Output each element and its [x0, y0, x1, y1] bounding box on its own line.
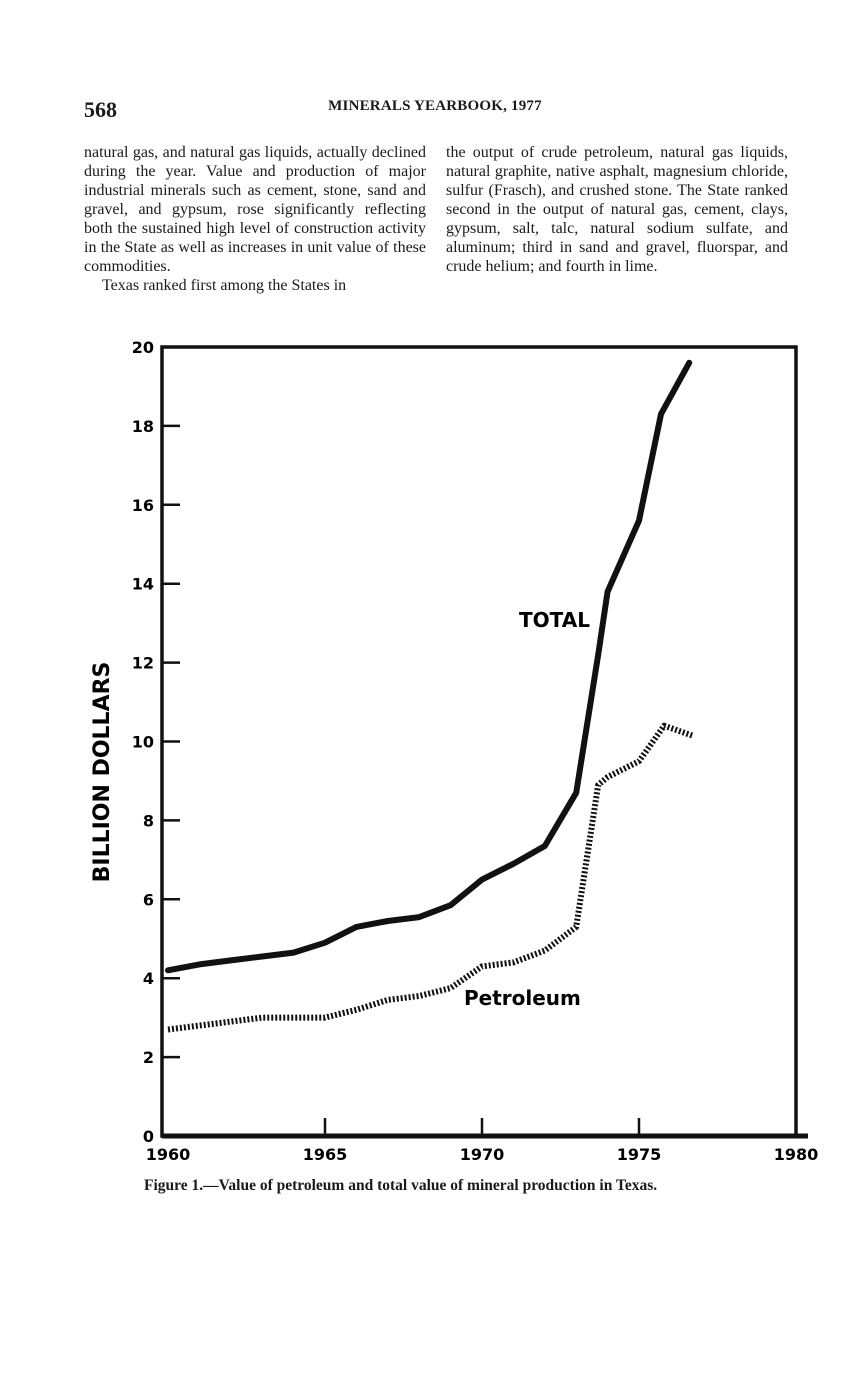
x-tick-label: 1965: [302, 1145, 348, 1164]
x-tick-label: 1960: [145, 1145, 191, 1164]
y-tick-label: 4: [142, 969, 154, 989]
x-axis: [146, 1118, 819, 1164]
x-tick-label: 1970: [459, 1145, 505, 1164]
y-tick-label: 6: [142, 890, 154, 910]
series-line-total: [168, 363, 689, 971]
paragraph: Texas ranked first among the States in: [102, 277, 347, 294]
figure-caption: Figure 1.—Value of petroleum and total value of mineral production in Texas.: [144, 1177, 658, 1194]
x-tick-label: 1975: [616, 1145, 662, 1164]
y-tick-label: 8: [142, 811, 154, 831]
y-tick-label: 16: [131, 495, 154, 515]
y-tick-label: 2: [142, 1048, 154, 1068]
paragraph: the output of crude petroleum, natural gas liquids, natural graphite, native asphalt, magnesium chloride, sulfur (Frasch), and crushed stone. The State ranked second in the output of natural gas, cement, clays, gypsum, salt, talc, natural sodium sulfate, and aluminum; third in sand and gravel, fluorspar, and crude helium; and fourth in lime.: [446, 144, 788, 275]
page-number: 568: [84, 97, 117, 122]
series-label-petroleum: Petroleum: [464, 986, 581, 1010]
y-tick-label: 20: [131, 338, 154, 357]
paragraph: natural gas, and natural gas liquids, actually declined during the year. Value and production of major industrial minerals such as cement, stone, sand and gravel, and gypsum, rose significantly reflecting both the sustained high level of construction activity in the State as well as increases in unit value of these commodities.: [84, 144, 426, 275]
y-axis: [132, 338, 180, 1146]
series: [168, 363, 693, 1030]
y-tick-label: 12: [131, 653, 154, 673]
x-tick-label: 1980: [773, 1145, 819, 1164]
y-tick-label: 0: [142, 1127, 154, 1146]
series-label-total: TOTAL: [519, 608, 590, 632]
y-tick-label: 10: [131, 732, 154, 752]
y-tick-label: 14: [131, 574, 154, 594]
series-line-petroleum: [168, 726, 692, 1030]
running-head: MINERALS YEARBOOK, 1977: [328, 98, 542, 114]
plot-frame: [162, 347, 808, 1136]
y-axis-title: BILLION DOLLARS: [90, 661, 115, 883]
y-tick-label: 18: [131, 416, 154, 436]
